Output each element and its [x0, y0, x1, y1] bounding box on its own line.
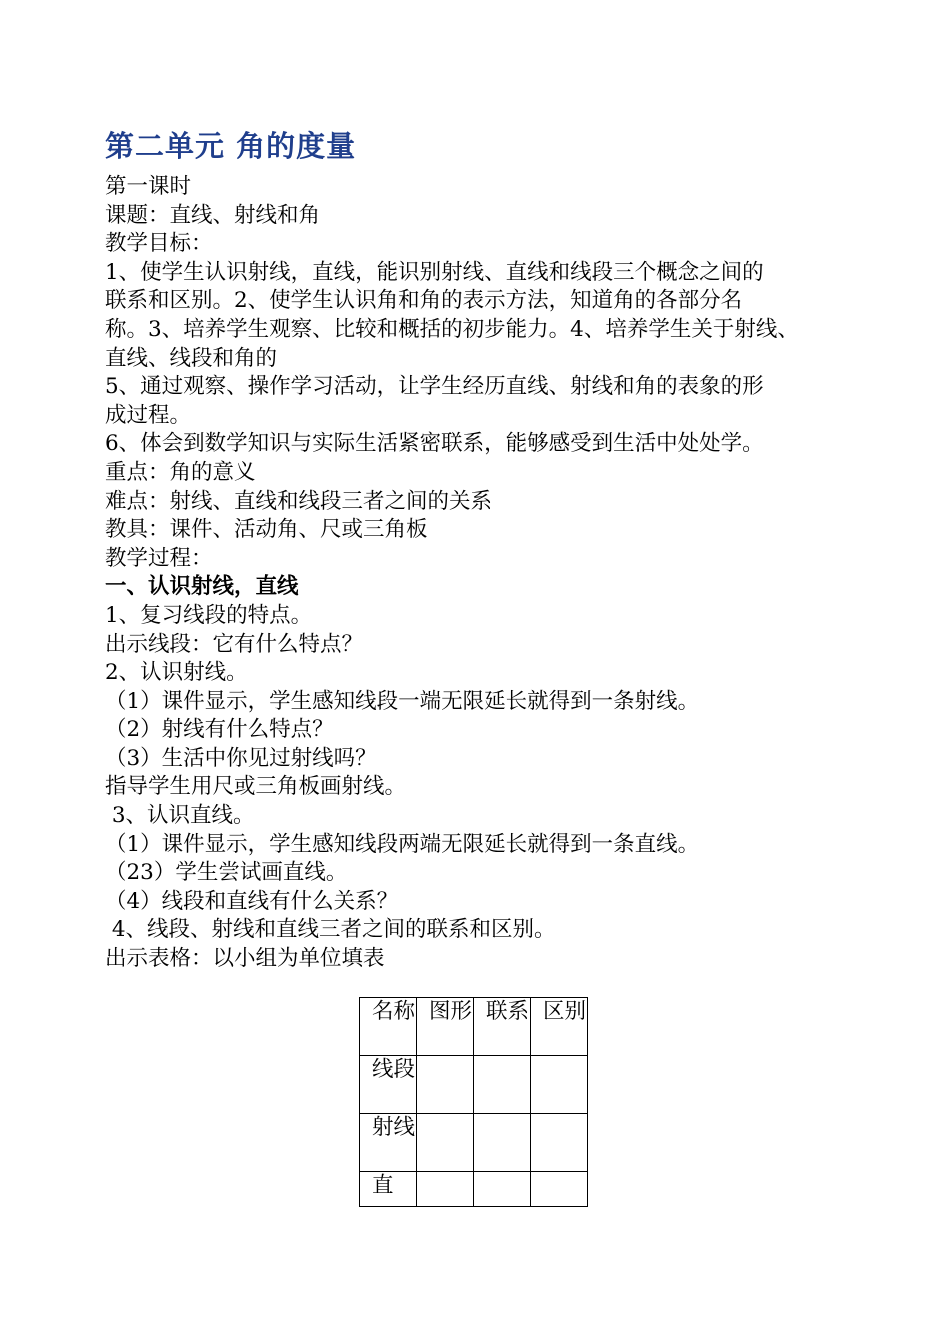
empty-cell [531, 1056, 588, 1114]
table-header-row [360, 998, 588, 1056]
objective-line: 5、通过观察、操作学习活动，让学生经历直线、射线和角的表象的形 [105, 374, 764, 400]
empty-cell [531, 1172, 588, 1207]
process-step: （1）课件显示，学生感知线段两端无限延长就得到一条直线。 [105, 831, 700, 857]
process-step: 3、认识直线。 [105, 803, 255, 829]
process-step: 2、认识射线。 [105, 660, 248, 686]
process-step: （23）学生尝试画直线。 [105, 860, 348, 886]
lesson-topic: 课题：直线、射线和角 [105, 202, 321, 228]
table-row [360, 1056, 588, 1114]
process-heading: 教学过程： [105, 545, 213, 571]
table-row [360, 1172, 588, 1207]
key-point: 重点：角的意义 [105, 459, 256, 485]
objective-line: 称。3、培养学生观察、比较和概括的初步能力。4、培养学生关于射线、 [105, 316, 799, 342]
lesson-period: 第一课时 [105, 174, 192, 199]
row-label-cell: 线段 [360, 1056, 417, 1114]
process-step: 出示表格：以小组为单位填表 [105, 946, 385, 972]
table-header-cell: 图形 [417, 998, 474, 1056]
empty-cell [417, 1114, 474, 1172]
section-heading: 一、认识射线，直线 [105, 574, 299, 600]
objective-line: 1、使学生认识射线，直线，能识别射线、直线和线段三个概念之间的 [105, 259, 764, 285]
table-row [360, 1114, 588, 1172]
table-header-cell: 名称 [360, 998, 417, 1056]
process-step: （3）生活中你见过射线吗？ [105, 745, 377, 771]
lesson-body [105, 173, 880, 974]
empty-cell [474, 1056, 531, 1114]
difficulty: 难点：射线、直线和线段三者之间的关系 [105, 488, 493, 514]
empty-cell [474, 1114, 531, 1172]
objectives-heading: 教学目标： [105, 231, 213, 257]
unit-title: 第二单元 角的度量 [105, 129, 357, 163]
empty-cell [417, 1172, 474, 1207]
table-header-cell: 区别 [531, 998, 588, 1056]
objective-line: 成过程。 [105, 402, 192, 428]
objective-line: 6、体会到数学知识与实际生活紧密联系，能够感受到生活中处处学。 [105, 431, 764, 457]
empty-cell [474, 1172, 531, 1207]
process-step: 指导学生用尺或三角板画射线。 [105, 774, 407, 800]
row-label-cell: 射线 [360, 1114, 417, 1172]
process-step: 4、线段、射线和直线三者之间的联系和区别。 [105, 917, 556, 943]
objective-line: 直线、线段和角的 [105, 345, 278, 371]
comparison-table [359, 997, 588, 1207]
row-label-cell: 直 [360, 1172, 417, 1207]
teaching-aids: 教具：课件、活动角、尺或三角板 [105, 517, 428, 543]
empty-cell [531, 1114, 588, 1172]
objective-line: 联系和区别。2、使学生认识角和角的表示方法，知道角的各部分名 [105, 288, 743, 314]
process-step: （4）线段和直线有什么关系？ [105, 888, 399, 914]
process-step: 1、复习线段的特点。 [105, 602, 313, 628]
table-header-cell: 联系 [474, 998, 531, 1056]
process-step: 出示线段：它有什么特点？ [105, 631, 364, 657]
empty-cell [417, 1056, 474, 1114]
process-step: （1）课件显示，学生感知线段一端无限延长就得到一条射线。 [105, 688, 700, 714]
process-step: （2）射线有什么特点？ [105, 717, 334, 743]
